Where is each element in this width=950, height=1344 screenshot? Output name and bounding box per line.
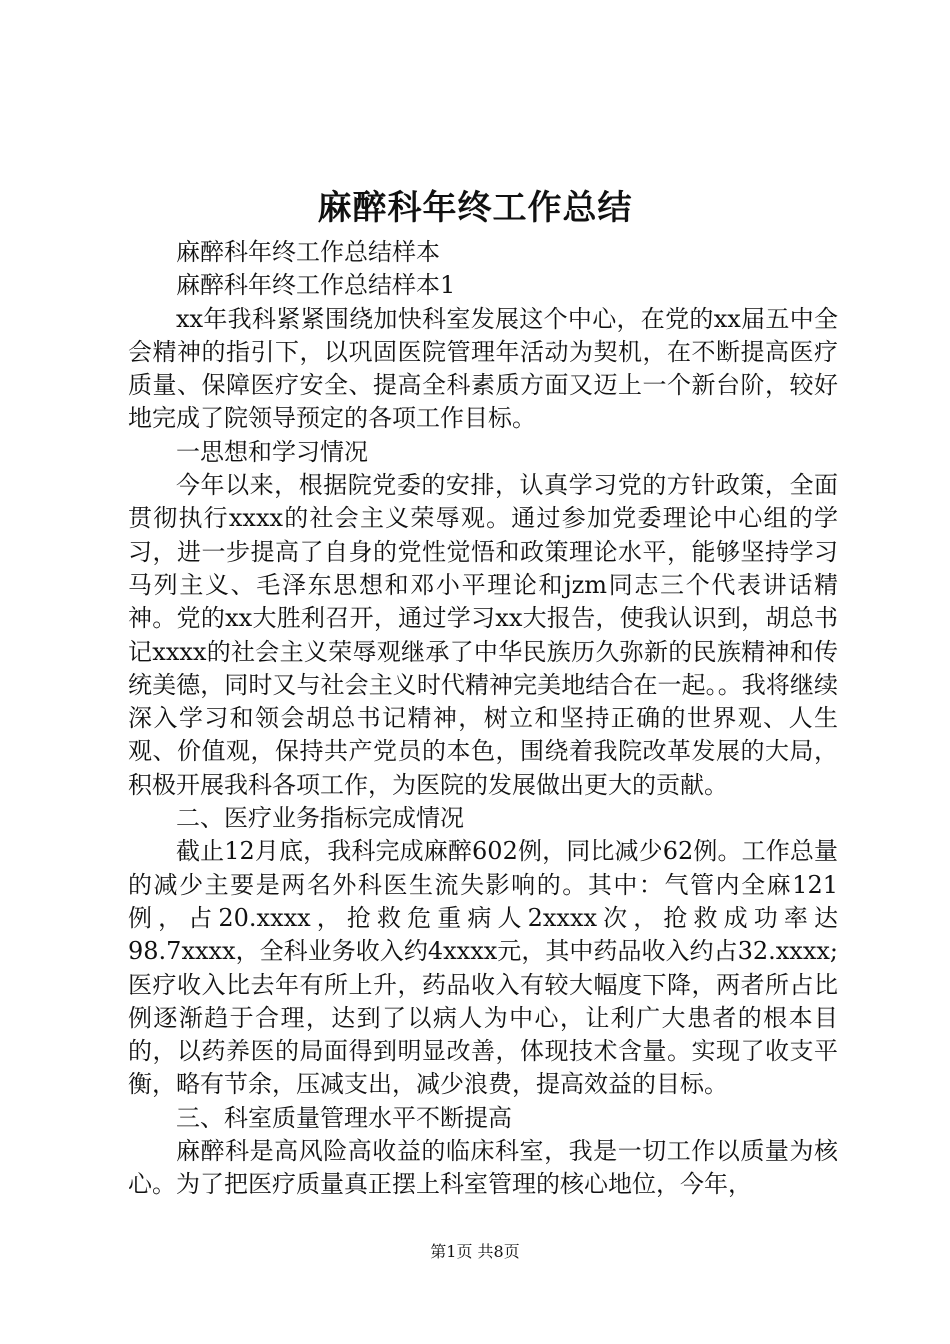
body-paragraph: xx年我科紧紧围绕加快科室发展这个中心，在党的xx届五中全会精神的指引下，以巩固医院管理年活动为契机，在不断提高医疗质量、保障医疗安全、提高全科素质方面又迈上一个新台阶，较好地完成了院领导预定的各项工作目标。 xyxy=(128,304,838,433)
section-heading-3: 三、科室质量管理水平不断提高 xyxy=(176,1103,512,1132)
section-heading-2: 二、医疗业务指标完成情况 xyxy=(176,804,464,833)
body-paragraph: 麻醉科是高风险高收益的临床科室，我是一切工作以质量为核心。为了把医疗质量真正摆上科室管理的核心地位，今年， xyxy=(128,1137,838,1199)
sample-heading: 麻醉科年终工作总结样本1 xyxy=(176,271,456,300)
body-paragraph: 截止12月底，我科完成麻醉602例，同比减少62例。工作总量的减少主要是两名外科医生流失影响的。其中：气管内全麻121例，占20.xxxx，抢救危重病人2xxxx次，抢救成功率达98.7xxxx，全科业务收入约4xxxx元，其中药品收入约占32.xxxx;医疗收入比去年有所上升，药品收入有较大幅度下降，两者所占比例逐渐趋于合理，达到了以病人为中心，让利广大患者的根本目的，以药养医的局面得到明显改善，体现技术含量。实现了收支平衡，略有节余，压减支出，减少浪费，提高效益的目标。 xyxy=(128,837,838,1099)
body-paragraph: 今年以来，根据院党委的安排，认真学习党的方针政策，全面贯彻执行xxxx的社会主义荣辱观。通过参加党委理论中心组的学习，进一步提高了自身的党性觉悟和政策理论水平，能够坚持学习马列主义、毛泽东思想和邓小平理论和jzm同志三个代表讲话精神。党的xx大胜利召开，通过学习xx大报告，使我认识到，胡总书记xxxx的社会主义荣辱观继承了中华民族历久弥新的民族精神和传统美德，同时又与社会主义时代精神完美地结合在一起。。我将继续深入学习和领会胡总书记精神，树立和坚持正确的世界观、人生观、价值观，保持共产党员的本色，围绕着我院改革发展的大局，积极开展我科各项工作，为医院的发展做出更大的贡献。 xyxy=(128,471,838,799)
page-footer: 第1页 共8页 xyxy=(430,1242,520,1261)
document-body xyxy=(128,236,838,1202)
subtitle-paragraph: 麻醉科年终工作总结样本 xyxy=(176,238,440,266)
section-heading-1: 一思想和学习情况 xyxy=(176,437,368,466)
document-title: 麻醉科年终工作总结 xyxy=(317,188,633,228)
